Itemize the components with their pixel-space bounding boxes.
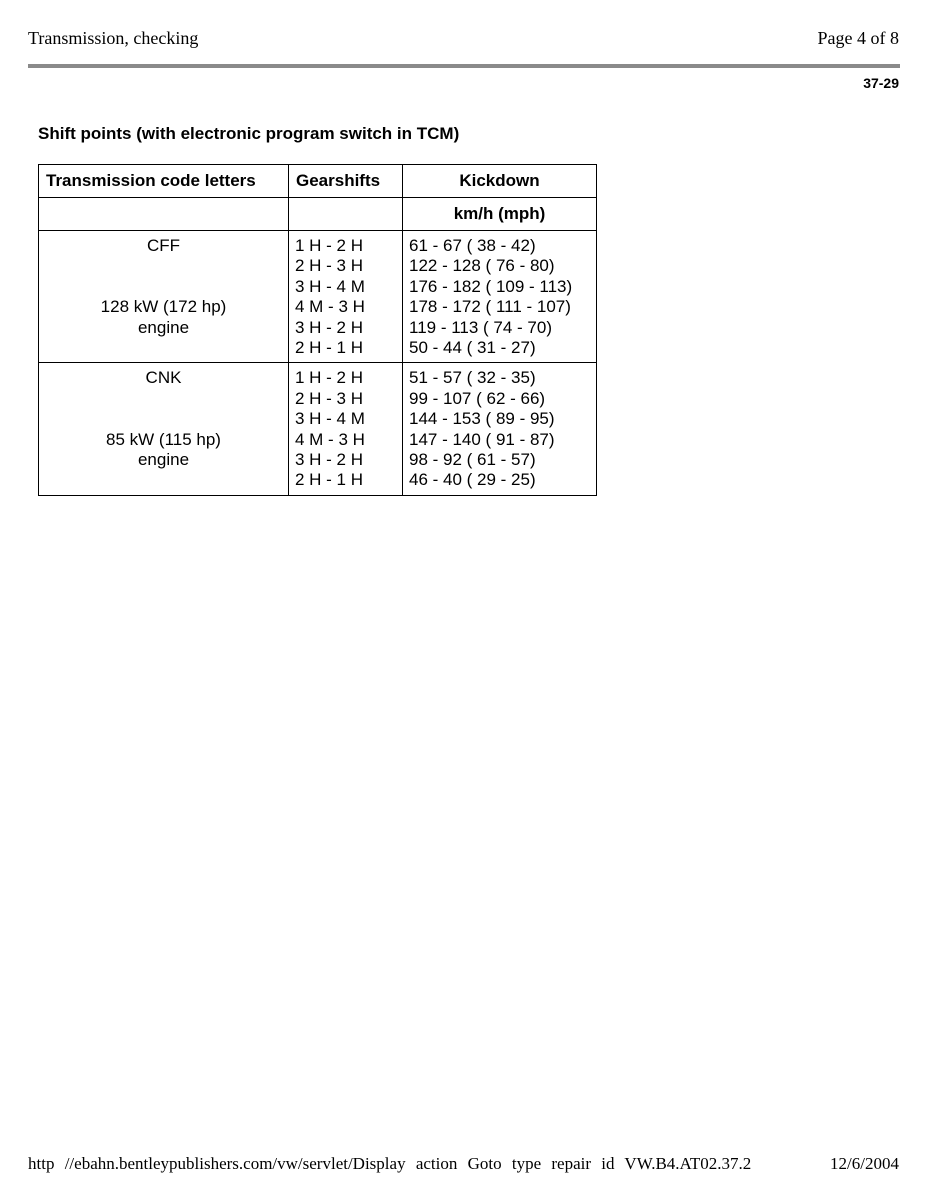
kickdown-value: 46 - 40 ( 29 - 25) — [409, 470, 536, 490]
kickdown-value: 119 - 113 ( 74 - 70) — [409, 317, 553, 337]
kickdown-value: 122 - 128 ( 76 - 80) — [409, 256, 555, 276]
unit-cell-empty — [289, 198, 403, 231]
column-header-gearshifts: Gearshifts — [289, 165, 403, 198]
table-unit-row — [39, 198, 597, 231]
header-divider — [28, 64, 900, 68]
gearshift-value: 2 H - 1 H — [295, 338, 364, 358]
transmission-code: CFF — [146, 236, 181, 255]
transmission-code: CNK — [145, 368, 182, 388]
transmission-code-cell — [39, 363, 289, 495]
gearshift-value: 3 H - 2 H — [295, 450, 364, 470]
engine-power: 128 kW (172 hp) — [100, 297, 227, 317]
engine-label: engine — [137, 450, 190, 470]
gearshifts-cell — [289, 231, 403, 363]
column-header-kickdown: Kickdown — [403, 165, 597, 198]
gearshift-value: 2 H - 3 H — [295, 388, 364, 408]
gearshift-value: 3 H - 4 M — [295, 276, 365, 296]
kickdown-value: 99 - 107 ( 62 - 66) — [409, 388, 546, 408]
column-header-code: Transmission code letters — [39, 165, 289, 198]
unit-cell-empty — [39, 198, 289, 231]
table-row — [39, 231, 597, 363]
shift-points-table — [38, 164, 597, 496]
kickdown-cell — [403, 363, 597, 495]
section-code: 37-29 — [863, 75, 899, 91]
kickdown-value: 98 - 92 ( 61 - 57) — [409, 450, 536, 470]
section-heading: Shift points (with electronic program switch in TCM) — [38, 124, 460, 143]
document-title: Transmission, checking — [28, 28, 199, 48]
kickdown-value: 147 - 140 ( 91 - 87) — [409, 429, 555, 449]
gearshift-value: 3 H - 4 M — [295, 409, 365, 429]
kickdown-value: 51 - 57 ( 32 - 35) — [409, 368, 536, 388]
kickdown-value: 178 - 172 ( 111 - 107) — [409, 297, 571, 317]
kickdown-value: 144 - 153 ( 89 - 95) — [409, 409, 555, 429]
source-url: http //ebahn.bentleypublishers.com/vw/servlet/Display action Goto type repair id VW.B4.AT02.37.2 — [28, 1154, 752, 1173]
kickdown-value: 61 - 67 ( 38 - 42) — [409, 236, 536, 255]
print-date: 12/6/2004 — [830, 1154, 899, 1173]
transmission-code-cell — [39, 231, 289, 363]
gearshift-value: 4 M - 3 H — [295, 297, 365, 317]
gearshifts-cell — [289, 363, 403, 495]
kickdown-unit: km/h (mph) — [403, 198, 597, 231]
kickdown-value: 176 - 182 ( 109 - 113) — [409, 276, 573, 296]
table-row — [39, 363, 597, 495]
gearshift-value: 2 H - 1 H — [295, 470, 364, 490]
engine-label: engine — [137, 317, 190, 337]
kickdown-value: 50 - 44 ( 31 - 27) — [409, 338, 536, 358]
gearshift-value: 3 H - 2 H — [295, 317, 364, 337]
page-footer — [28, 1154, 899, 1174]
page-indicator: Page 4 of 8 — [817, 28, 899, 48]
gearshift-value: 1 H - 2 H — [295, 368, 364, 388]
gearshift-value: 2 H - 3 H — [295, 256, 364, 276]
gearshift-value: 4 M - 3 H — [295, 429, 365, 449]
engine-power: 85 kW (115 hp) — [106, 429, 221, 449]
table-header-row — [39, 165, 597, 198]
gearshift-value: 1 H - 2 H — [295, 236, 364, 255]
kickdown-cell — [403, 231, 597, 363]
